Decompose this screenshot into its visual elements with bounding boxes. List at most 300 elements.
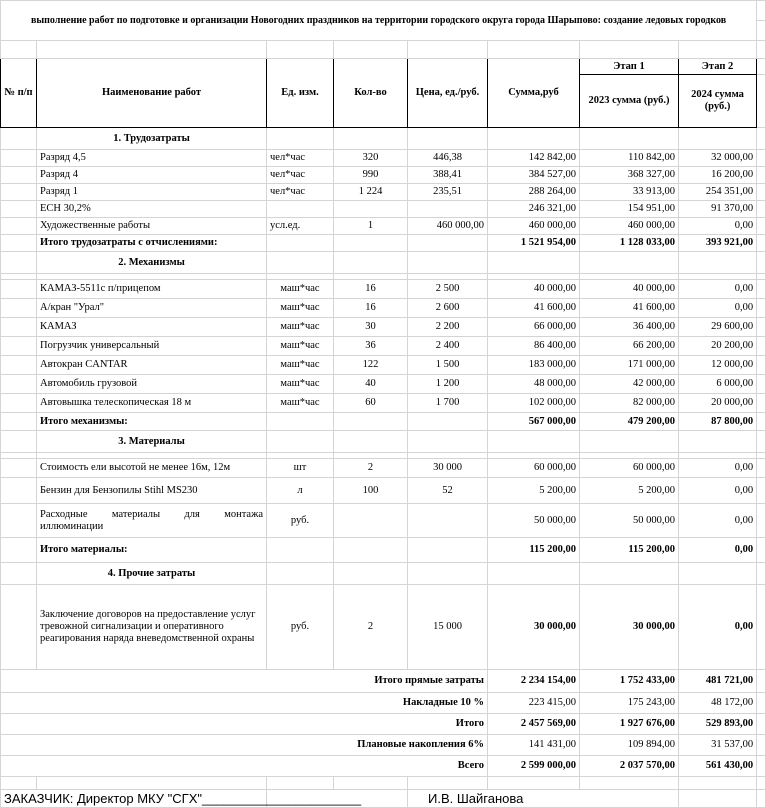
item-qty: 16 [334, 299, 408, 318]
table-cell [1, 394, 37, 413]
item-price: 2 500 [408, 280, 488, 299]
item-sum-2024: 0,00 [679, 585, 757, 670]
item-sum-2024: 0,00 [679, 299, 757, 318]
table-cell [488, 128, 580, 150]
margin-cell [757, 1, 766, 21]
table-cell [334, 252, 408, 274]
table-cell [334, 128, 408, 150]
total-sum: 2 234 154,00 [488, 670, 580, 693]
subtotal-sum: 115 200,00 [488, 538, 580, 563]
subtotal-2023: 479 200,00 [580, 413, 679, 431]
table-cell [1, 150, 37, 167]
margin-cell [757, 280, 766, 299]
table-cell [267, 41, 334, 59]
item-sum: 246 321,00 [488, 201, 580, 218]
table-row [1, 41, 766, 59]
margin-cell [757, 563, 766, 585]
table-cell [1, 413, 37, 431]
table-cell [1, 184, 37, 201]
item-sum-2024: 20 000,00 [679, 394, 757, 413]
item-sum: 48 000,00 [488, 375, 580, 394]
item-sum: 288 264,00 [488, 184, 580, 201]
item-sum: 86 400,00 [488, 337, 580, 356]
total-label: Плановые накопления 6% [1, 735, 488, 756]
margin-cell [757, 756, 766, 777]
item-price: 30 000 [408, 459, 488, 478]
item-sum-2023: 60 000,00 [580, 459, 679, 478]
table-row [1, 585, 766, 670]
subtotal-label: Итого материалы: [37, 538, 267, 563]
table-cell [1, 777, 37, 790]
table-cell [1, 201, 37, 218]
item-name: Стоимость ели высотой не менее 16м, 12м [37, 459, 267, 478]
item-sum: 60 000,00 [488, 459, 580, 478]
total-sum: 2 599 000,00 [488, 756, 580, 777]
item-sum: 102 000,00 [488, 394, 580, 413]
table-cell [488, 252, 580, 274]
table-cell [1, 318, 37, 337]
table-cell [679, 128, 757, 150]
item-qty: 122 [334, 356, 408, 375]
item-sum-2024: 20 200,00 [679, 337, 757, 356]
table-cell [580, 128, 679, 150]
subtotal-2024: 87 800,00 [679, 413, 757, 431]
item-unit: руб. [267, 585, 334, 670]
item-unit: маш*час [267, 356, 334, 375]
item-sum-2024: 0,00 [679, 280, 757, 299]
item-name: Разряд 4,5 [37, 150, 267, 167]
item-unit: руб. [267, 504, 334, 538]
total-sum: 2 457 569,00 [488, 714, 580, 735]
item-qty: 36 [334, 337, 408, 356]
table-row [1, 431, 766, 453]
item-sum-2023: 50 000,00 [580, 504, 679, 538]
table-row [1, 1, 766, 21]
item-price: 388,41 [408, 167, 488, 184]
item-unit [267, 201, 334, 218]
item-name: Автокран CANTAR [37, 356, 267, 375]
item-unit: маш*час [267, 299, 334, 318]
table-cell [1, 431, 37, 453]
margin-cell [757, 184, 766, 201]
item-sum-2024: 91 370,00 [679, 201, 757, 218]
margin-cell [757, 735, 766, 756]
table-row [1, 201, 766, 218]
item-price: 1 200 [408, 375, 488, 394]
table-row [1, 299, 766, 318]
table-cell [334, 413, 408, 431]
total-2024: 481 721,00 [679, 670, 757, 693]
table-cell [1, 563, 37, 585]
table-row [1, 394, 766, 413]
col-header-price: Цена, ед./руб. [408, 59, 488, 128]
item-price [408, 504, 488, 538]
item-qty: 40 [334, 375, 408, 394]
section-title: 1. Трудозатраты [37, 128, 267, 150]
item-sum-2023: 5 200,00 [580, 478, 679, 504]
col-header-stage2: Этап 2 [679, 59, 757, 75]
margin-cell [757, 299, 766, 318]
item-qty: 1 [334, 218, 408, 235]
subtotal-sum: 567 000,00 [488, 413, 580, 431]
item-sum: 142 842,00 [488, 150, 580, 167]
item-name: Заключение договоров на предоставление услуг тревожной сигнализации и оперативного реагирования наряда вневедомственной охраны [37, 585, 267, 670]
col-header-num: № п/п [1, 59, 37, 128]
col-header-sum: Сумма,руб [488, 59, 580, 128]
table-cell [408, 128, 488, 150]
table-cell [1, 585, 37, 670]
table-row [1, 538, 766, 563]
table-cell [408, 252, 488, 274]
item-unit: чел*час [267, 167, 334, 184]
margin-cell [757, 478, 766, 504]
item-price: 460 000,00 [408, 218, 488, 235]
table-cell [408, 431, 488, 453]
margin-cell [757, 375, 766, 394]
item-unit: маш*час [267, 280, 334, 299]
item-sum-2024: 0,00 [679, 478, 757, 504]
item-sum: 30 000,00 [488, 585, 580, 670]
item-sum-2023: 36 400,00 [580, 318, 679, 337]
table-row [1, 478, 766, 504]
total-2024: 529 893,00 [679, 714, 757, 735]
item-qty: 16 [334, 280, 408, 299]
item-unit: чел*час [267, 184, 334, 201]
table-row [1, 128, 766, 150]
table-cell [267, 538, 334, 563]
margin-cell [757, 714, 766, 735]
table-cell [1, 504, 37, 538]
item-sum: 40 000,00 [488, 280, 580, 299]
subtotal-label: Итого механизмы: [37, 413, 267, 431]
item-qty: 320 [334, 150, 408, 167]
item-unit: маш*час [267, 375, 334, 394]
section-title: 2. Механизмы [37, 252, 267, 274]
margin-cell [757, 235, 766, 252]
col-header-qty: Кол-во [334, 59, 408, 128]
signature-row [1, 790, 766, 808]
item-sum-2024: 29 600,00 [679, 318, 757, 337]
table-cell [679, 777, 757, 790]
item-sum: 460 000,00 [488, 218, 580, 235]
table-cell [267, 128, 334, 150]
table-row [1, 693, 766, 714]
item-price: 2 600 [408, 299, 488, 318]
item-sum-2023: 368 327,00 [580, 167, 679, 184]
total-2023: 175 243,00 [580, 693, 679, 714]
total-sum: 141 431,00 [488, 735, 580, 756]
col-header-2023: 2023 сумма (руб.) [580, 75, 679, 128]
signature-line: ______________________ [201, 790, 362, 806]
item-price [408, 201, 488, 218]
table-cell [267, 563, 334, 585]
margin-cell [757, 670, 766, 693]
margin-cell [757, 21, 766, 41]
item-name: Автомобиль грузовой [37, 375, 267, 394]
table-cell [679, 790, 757, 808]
item-sum-2024: 0,00 [679, 218, 757, 235]
margin-cell [757, 538, 766, 563]
subtotal-2023: 1 128 033,00 [580, 235, 679, 252]
table-cell [267, 235, 334, 252]
item-sum: 66 000,00 [488, 318, 580, 337]
table-row [1, 670, 766, 693]
item-unit: маш*час [267, 337, 334, 356]
customer-title: ЗАКАЗЧИК: Директор МКУ "СГХ" [4, 790, 202, 806]
table-cell [580, 563, 679, 585]
table-cell [334, 563, 408, 585]
table-cell [1, 337, 37, 356]
margin-cell [757, 394, 766, 413]
total-2023: 109 894,00 [580, 735, 679, 756]
table-cell [580, 431, 679, 453]
total-2024: 561 430,00 [679, 756, 757, 777]
margin-cell [757, 41, 766, 59]
total-2023: 1 752 433,00 [580, 670, 679, 693]
item-sum: 50 000,00 [488, 504, 580, 538]
table-cell [408, 538, 488, 563]
item-name: Разряд 1 [37, 184, 267, 201]
table-row [1, 184, 766, 201]
table-row [1, 735, 766, 756]
section-title: 4. Прочие затраты [37, 563, 267, 585]
item-qty [334, 504, 408, 538]
item-sum-2023: 66 200,00 [580, 337, 679, 356]
table-cell [408, 563, 488, 585]
item-qty: 60 [334, 394, 408, 413]
table-cell [488, 777, 580, 790]
item-name: Художественные работы [37, 218, 267, 235]
item-qty: 2 [334, 459, 408, 478]
table-row [1, 59, 766, 75]
table-row [1, 413, 766, 431]
item-sum-2023: 33 913,00 [580, 184, 679, 201]
table-cell [408, 235, 488, 252]
item-sum: 41 600,00 [488, 299, 580, 318]
margin-cell [757, 128, 766, 150]
table-row [1, 218, 766, 235]
table-row [1, 756, 766, 777]
item-sum-2023: 171 000,00 [580, 356, 679, 375]
total-2024: 31 537,00 [679, 735, 757, 756]
table-row [1, 280, 766, 299]
item-price: 52 [408, 478, 488, 504]
item-sum-2024: 6 000,00 [679, 375, 757, 394]
margin-cell [757, 252, 766, 274]
item-sum-2023: 154 951,00 [580, 201, 679, 218]
total-label: Всего [1, 756, 488, 777]
margin-cell [757, 337, 766, 356]
table-cell [334, 235, 408, 252]
table-cell [580, 252, 679, 274]
item-name: А/кран "Урал" [37, 299, 267, 318]
customer-label [1, 790, 362, 808]
item-sum-2023: 41 600,00 [580, 299, 679, 318]
table-cell [1, 280, 37, 299]
table-cell [37, 777, 267, 790]
item-qty: 2 [334, 585, 408, 670]
item-sum-2024: 12 000,00 [679, 356, 757, 375]
table-cell [334, 41, 408, 59]
item-name: Расходные материалы для монтажа иллюминации [37, 504, 267, 538]
table-cell [1, 375, 37, 394]
item-qty [334, 201, 408, 218]
table-cell [267, 777, 334, 790]
table-cell [679, 431, 757, 453]
item-sum-2023: 40 000,00 [580, 280, 679, 299]
col-header-stage1: Этап 1 [580, 59, 679, 75]
table-cell [679, 252, 757, 274]
table-cell [488, 41, 580, 59]
table-row [1, 252, 766, 274]
table-row [1, 356, 766, 375]
col-header-2024: 2024 сумма (руб.) [679, 75, 757, 128]
item-name: ЕСН 30,2% [37, 201, 267, 218]
item-unit: чел*час [267, 150, 334, 167]
margin-cell [757, 585, 766, 670]
item-unit: маш*час [267, 318, 334, 337]
table-row [1, 318, 766, 337]
table-cell [267, 413, 334, 431]
margin-cell [757, 777, 766, 790]
table-row [1, 167, 766, 184]
margin-cell [757, 59, 766, 75]
item-sum-2023: 460 000,00 [580, 218, 679, 235]
table-cell [1, 128, 37, 150]
item-unit: маш*час [267, 394, 334, 413]
item-sum-2023: 82 000,00 [580, 394, 679, 413]
margin-cell [757, 218, 766, 235]
table-cell [1, 356, 37, 375]
margin-cell [757, 431, 766, 453]
subtotal-2024: 393 921,00 [679, 235, 757, 252]
item-sum-2024: 0,00 [679, 504, 757, 538]
table-cell [334, 431, 408, 453]
table-cell [408, 413, 488, 431]
table-cell [488, 563, 580, 585]
margin-cell [757, 459, 766, 478]
total-sum: 223 415,00 [488, 693, 580, 714]
col-header-name: Наименование работ [37, 59, 267, 128]
item-sum-2023: 42 000,00 [580, 375, 679, 394]
col-header-unit: Ед. изм. [267, 59, 334, 128]
item-name: Автовышка телескопическая 18 м [37, 394, 267, 413]
signatory-name: И.В. Шайганова [408, 790, 679, 808]
table-row [1, 563, 766, 585]
margin-cell [757, 318, 766, 337]
item-sum-2023: 110 842,00 [580, 150, 679, 167]
item-name: КАМАЗ-5511с п/прицепом [37, 280, 267, 299]
item-name: Разряд 4 [37, 167, 267, 184]
total-2023: 2 037 570,00 [580, 756, 679, 777]
table-cell [267, 252, 334, 274]
margin-cell [757, 167, 766, 184]
item-sum-2024: 0,00 [679, 459, 757, 478]
table-cell [37, 41, 267, 59]
item-name: Бензин для Бензопилы Stihl MS230 [37, 478, 267, 504]
item-sum: 183 000,00 [488, 356, 580, 375]
table-cell [1, 538, 37, 563]
item-sum-2024: 254 351,00 [679, 184, 757, 201]
table-row [1, 777, 766, 790]
item-price: 235,51 [408, 184, 488, 201]
table-row [1, 459, 766, 478]
table-cell [1, 299, 37, 318]
margin-cell [757, 413, 766, 431]
item-sum-2024: 16 200,00 [679, 167, 757, 184]
total-label: Итого [1, 714, 488, 735]
margin-cell [757, 75, 766, 128]
total-2023: 1 927 676,00 [580, 714, 679, 735]
table-row [1, 235, 766, 252]
table-cell [1, 167, 37, 184]
item-qty: 30 [334, 318, 408, 337]
item-qty: 100 [334, 478, 408, 504]
table-cell [267, 431, 334, 453]
item-price: 1 700 [408, 394, 488, 413]
total-label: Накладные 10 % [1, 693, 488, 714]
item-unit: усл.ед. [267, 218, 334, 235]
table-cell [334, 777, 408, 790]
subtotal-label: Итого трудозатраты с отчислениями: [37, 235, 267, 252]
subtotal-sum: 1 521 954,00 [488, 235, 580, 252]
margin-cell [757, 693, 766, 714]
table-cell [1, 235, 37, 252]
margin-cell [757, 150, 766, 167]
margin-cell [757, 201, 766, 218]
item-qty: 1 224 [334, 184, 408, 201]
item-price: 15 000 [408, 585, 488, 670]
margin-cell [757, 504, 766, 538]
table-cell [488, 431, 580, 453]
item-price: 1 500 [408, 356, 488, 375]
margin-cell [757, 356, 766, 375]
item-price: 446,38 [408, 150, 488, 167]
table-cell [679, 563, 757, 585]
table-cell [334, 538, 408, 563]
item-price: 2 400 [408, 337, 488, 356]
section-title: 3. Материалы [37, 431, 267, 453]
table-row [1, 504, 766, 538]
table-cell [408, 41, 488, 59]
document-title: выполнение работ по подготовке и организации Новогодних праздников на территории городского округа города Шарыпово: создание ледовых городков [1, 1, 757, 41]
table-row [1, 714, 766, 735]
total-label: Итого прямые затраты [1, 670, 488, 693]
subtotal-2024: 0,00 [679, 538, 757, 563]
table-cell [580, 41, 679, 59]
item-sum-2023: 30 000,00 [580, 585, 679, 670]
total-2024: 48 172,00 [679, 693, 757, 714]
item-name: КАМАЗ [37, 318, 267, 337]
table-cell [1, 478, 37, 504]
item-unit: шт [267, 459, 334, 478]
table-cell [1, 41, 37, 59]
item-qty: 990 [334, 167, 408, 184]
table-row [1, 375, 766, 394]
table-cell [1, 218, 37, 235]
subtotal-2023: 115 200,00 [580, 538, 679, 563]
table-row [1, 150, 766, 167]
item-sum: 5 200,00 [488, 478, 580, 504]
table-row [1, 337, 766, 356]
item-name: Погрузчик универсальный [37, 337, 267, 356]
table-cell [408, 777, 488, 790]
item-unit: л [267, 478, 334, 504]
table-cell [1, 252, 37, 274]
table-cell [679, 41, 757, 59]
item-sum-2024: 32 000,00 [679, 150, 757, 167]
margin-cell [757, 790, 766, 808]
